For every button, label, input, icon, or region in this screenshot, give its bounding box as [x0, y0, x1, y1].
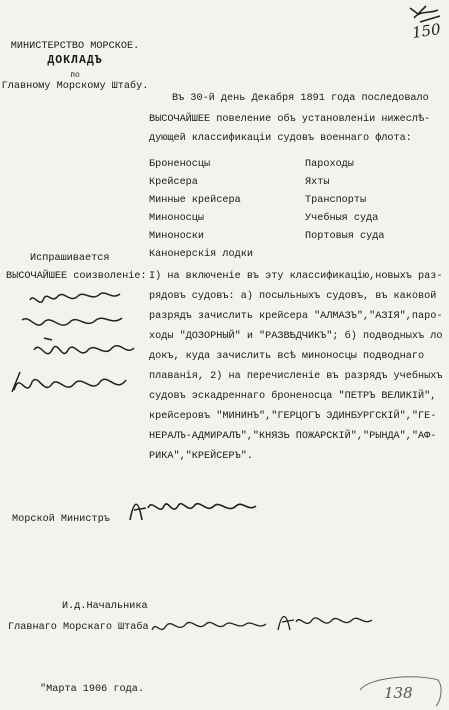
request-line: ходы "ДОЗОРНЫЙ" и "РАЗВѢДЧИКЪ"; б) подводныхъ ло [149, 331, 443, 342]
acting-chief-label: И.д.Начальника [62, 601, 148, 612]
intro-line-3: дующей классификацiи судовъ военнаго флота: [149, 133, 412, 144]
class-item: Броненосцы [149, 159, 211, 170]
intro-line-1: Въ 30-й день Декабря 1891 года последовало [172, 93, 429, 104]
class-item: Учебныя суда [305, 213, 379, 224]
request-line: рядовъ судовъ: а) посыльныхъ судовъ, въ каковой [149, 291, 437, 302]
ministry-header: МИНИСТЕРСТВО МОРСКОЕ. [10, 41, 140, 52]
class-item: Транспорты [305, 195, 367, 206]
class-item: Минные крейсера [149, 195, 241, 206]
request-line: докъ, куда зачислить всѣ миноносцы подводнаго [149, 351, 425, 362]
class-item: Яхты [305, 177, 330, 188]
minister-signature-icon [130, 504, 256, 520]
staff-header: Главному Морскому Штабу. [1, 81, 149, 92]
class-item: Миноноски [149, 231, 205, 242]
request-line: РИКА","КРЕЙСЕРЪ". [149, 451, 253, 462]
minister-label: Морской Министръ [12, 514, 110, 525]
staff-label: Главнаго Морскаго Штаба [8, 622, 149, 633]
request-line: НЕРАЛЪ-АДМИРАЛЪ","КНЯЗЬ ПОЖАРСКIЙ","РЫНДА","АФ- [149, 431, 437, 442]
header-po: по [70, 71, 80, 80]
corner-number: 150 [410, 20, 442, 42]
margin-resolution-icon [12, 293, 134, 392]
class-item: Портовыя суда [305, 231, 385, 242]
request-label-1: Испрашивается [30, 253, 110, 264]
date-line: "Марта 1906 года. [40, 684, 144, 695]
intro-line-2: ВЫСОЧАЙШЕЕ повеление объ установленiи нижеслѣ- [149, 114, 431, 125]
stamp-number: 138 [384, 684, 413, 702]
class-item: Канонерскiя лодки [149, 249, 253, 260]
request-line: крейсеровъ "МИНИНЪ","ГЕРЦОГЪ ЭДИНБУРГСКIЙ","ГЕ- [149, 411, 437, 422]
class-item: Крейсера [149, 177, 198, 188]
acting-chief-signature-icon [152, 617, 372, 631]
request-line: I) на включенiе въ эту классификацiю,новыхъ раз- [149, 271, 443, 282]
request-line: плаванiя, 2) на перечисленiе въ разрядъ учебныхъ [149, 371, 443, 382]
doc-type: ДОКЛАДЪ [47, 54, 103, 67]
class-item: Пароходы [305, 159, 354, 170]
classes-left-column [149, 156, 253, 264]
request-line: судовъ эскадреннаго броненосца "ПЕТРЪ ВЕЛИКIЙ", [149, 391, 437, 402]
class-item: Миноносцы [149, 213, 205, 224]
request-line: разрядъ зачислить крейсера "АЛМАЗЪ","АЗIЯ",паро- [149, 311, 443, 322]
request-label-2: ВЫСОЧАЙШЕЕ соизволенiе: [6, 271, 147, 282]
classes-right-column [305, 156, 384, 246]
